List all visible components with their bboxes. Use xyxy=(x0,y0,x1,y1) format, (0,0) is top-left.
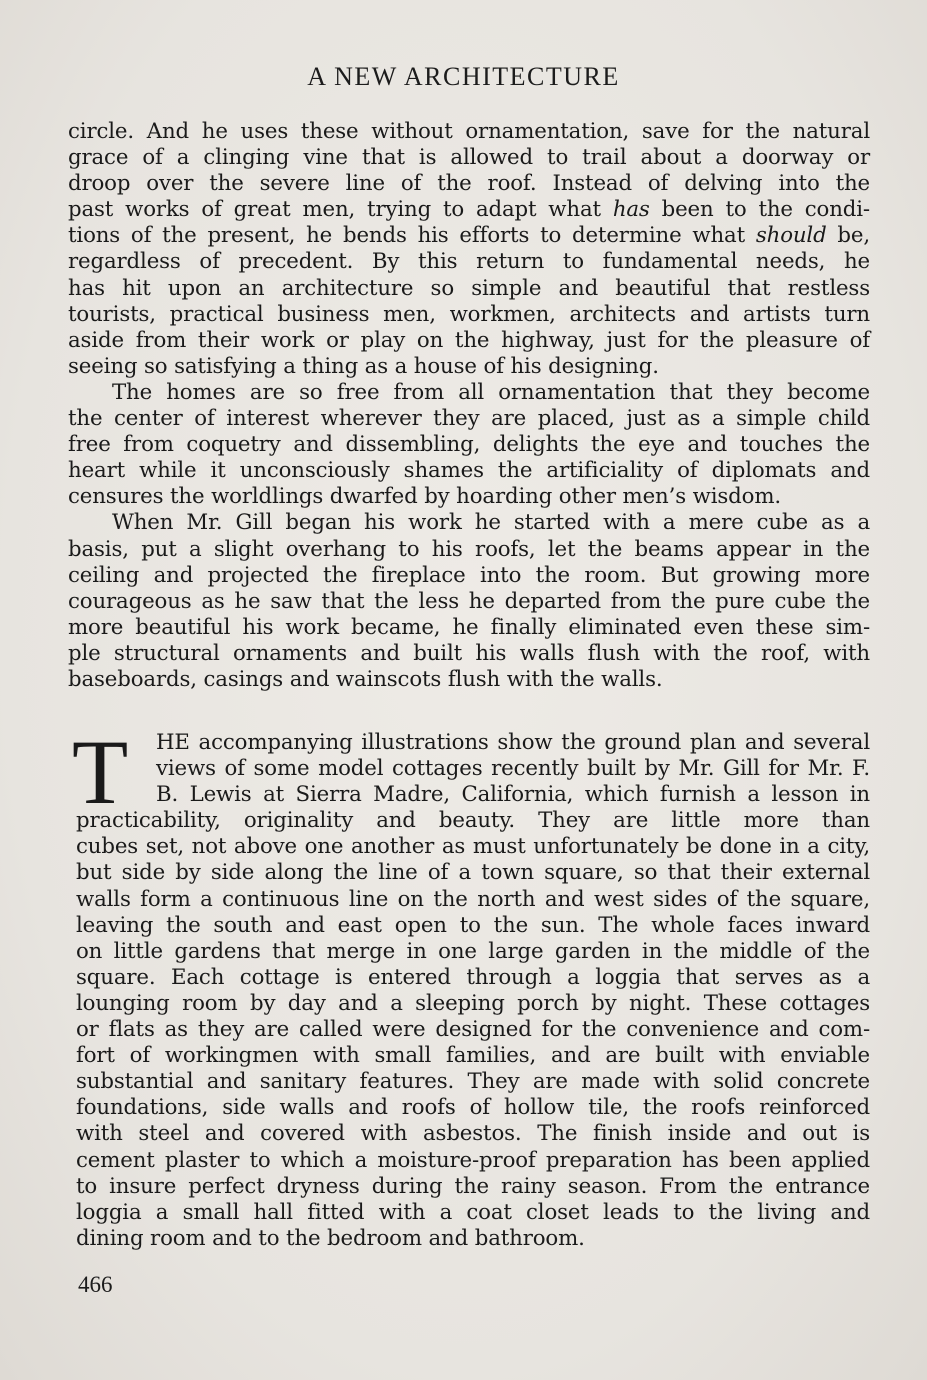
text-line: free from coquetry and dissembling, delights the eye and touches the xyxy=(68,432,870,458)
text-line: practicability, originality and beauty. They are little more than xyxy=(76,808,870,834)
text-line: past works of great men, trying to adapt what has been to the condi- xyxy=(68,197,870,223)
text-line: leaving the south and east open to the sun. The whole faces inward xyxy=(76,912,870,938)
text-line: When Mr. Gill began his work he started with a mere cube as a xyxy=(112,510,870,536)
text-line: cement plaster to which a moisture-proof preparation has been applied xyxy=(76,1147,870,1173)
text-line: heart while it unconsciously shames the artificiality of diplomats and xyxy=(68,458,870,484)
text-line: to insure perfect dryness during the rainy season. From the entrance xyxy=(76,1173,870,1199)
paragraph-3 xyxy=(68,510,870,693)
text-line: aside from their work or play on the highway, just for the pleasure of xyxy=(68,327,870,353)
text-line: square. Each cottage is entered through a loggia that serves as a xyxy=(76,964,870,990)
text-line: regardless of precedent. By this return to fundamental needs, he xyxy=(68,249,870,275)
drop-cap: T xyxy=(72,721,129,823)
text-line: censures the worldlings dwarfed by hoarding other men’s wisdom. xyxy=(68,484,781,510)
paragraph-1 xyxy=(68,119,870,380)
text-line: B. Lewis at Sierra Madre, California, which furnish a lesson in xyxy=(156,782,870,808)
text-line: more beautiful his work became, he finally eliminated even these sim- xyxy=(68,614,870,640)
text-line: grace of a clinging vine that is allowed to trail about a doorway or xyxy=(68,145,870,171)
text-line: dining room and to the bedroom and bathroom. xyxy=(76,1225,585,1251)
text-line: lounging room by day and a sleeping porch by night. These cottages xyxy=(76,990,870,1016)
text-line: substantial and sanitary features. They are made with solid concrete xyxy=(76,1069,870,1095)
text-line: droop over the severe line of the roof. Instead of delving into the xyxy=(68,171,870,197)
text-line: loggia a small hall fitted with a coat closet leads to the living and xyxy=(76,1199,870,1225)
text-line: baseboards, casings and wainscots flush with the walls. xyxy=(68,666,663,692)
text-line: has hit upon an architecture so simple and beautiful that restless xyxy=(68,275,870,301)
text-line: walls form a continuous line on the north and west sides of the square, xyxy=(76,886,870,912)
body-text-top xyxy=(68,119,870,693)
text-line: basis, put a slight overhang to his roofs, let the beams appear in the xyxy=(68,536,870,562)
text-line: cubes set, not above one another as must unfortunately be done in a city, xyxy=(76,834,870,860)
text-line: ceiling and projected the fireplace into the room. But growing more xyxy=(68,562,870,588)
page-number: 466 xyxy=(78,1272,113,1297)
paragraph-4 xyxy=(72,721,870,1252)
text-line: courageous as he saw that the less he departed from the pure cube the xyxy=(68,588,870,614)
text-line: views of some model cottages recently built by Mr. Gill for Mr. F. xyxy=(156,756,870,782)
text-line: fort of workingmen with small families, and are built with enviable xyxy=(76,1043,870,1069)
text-line: ple structural ornaments and built his walls flush with the roof, with xyxy=(68,640,870,666)
text-line: The homes are so free from all ornamentation that they become xyxy=(112,379,870,405)
text-line: tions of the present, he bends his efforts to determine what should be, xyxy=(68,223,870,249)
text-line: foundations, side walls and roofs of hollow tile, the roofs reinforced xyxy=(76,1095,870,1121)
body-text-bottom xyxy=(72,721,870,1252)
text-line: tourists, practical business men, workmen, architects and artists turn xyxy=(68,301,870,327)
text-line: but side by side along the line of a town square, so that their external xyxy=(76,860,870,886)
paragraph-2 xyxy=(68,380,870,510)
text-line: seeing so satisfying a thing as a house of his designing. xyxy=(68,353,659,379)
text-line: with steel and covered with asbestos. The finish inside and out is xyxy=(76,1121,870,1147)
text-line: or flats as they are called were designed for the convenience and com- xyxy=(76,1017,870,1043)
text-line: circle. And he uses these without ornamentation, save for the natural xyxy=(68,119,870,144)
text-line: on little gardens that merge in one large garden in the middle of the xyxy=(76,938,870,964)
text-line: the center of interest wherever they are placed, just as a simple child xyxy=(68,406,870,432)
running-head: A NEW ARCHITECTURE xyxy=(307,62,620,91)
text-line: HE accompanying illustrations show the ground plan and several xyxy=(156,730,870,755)
